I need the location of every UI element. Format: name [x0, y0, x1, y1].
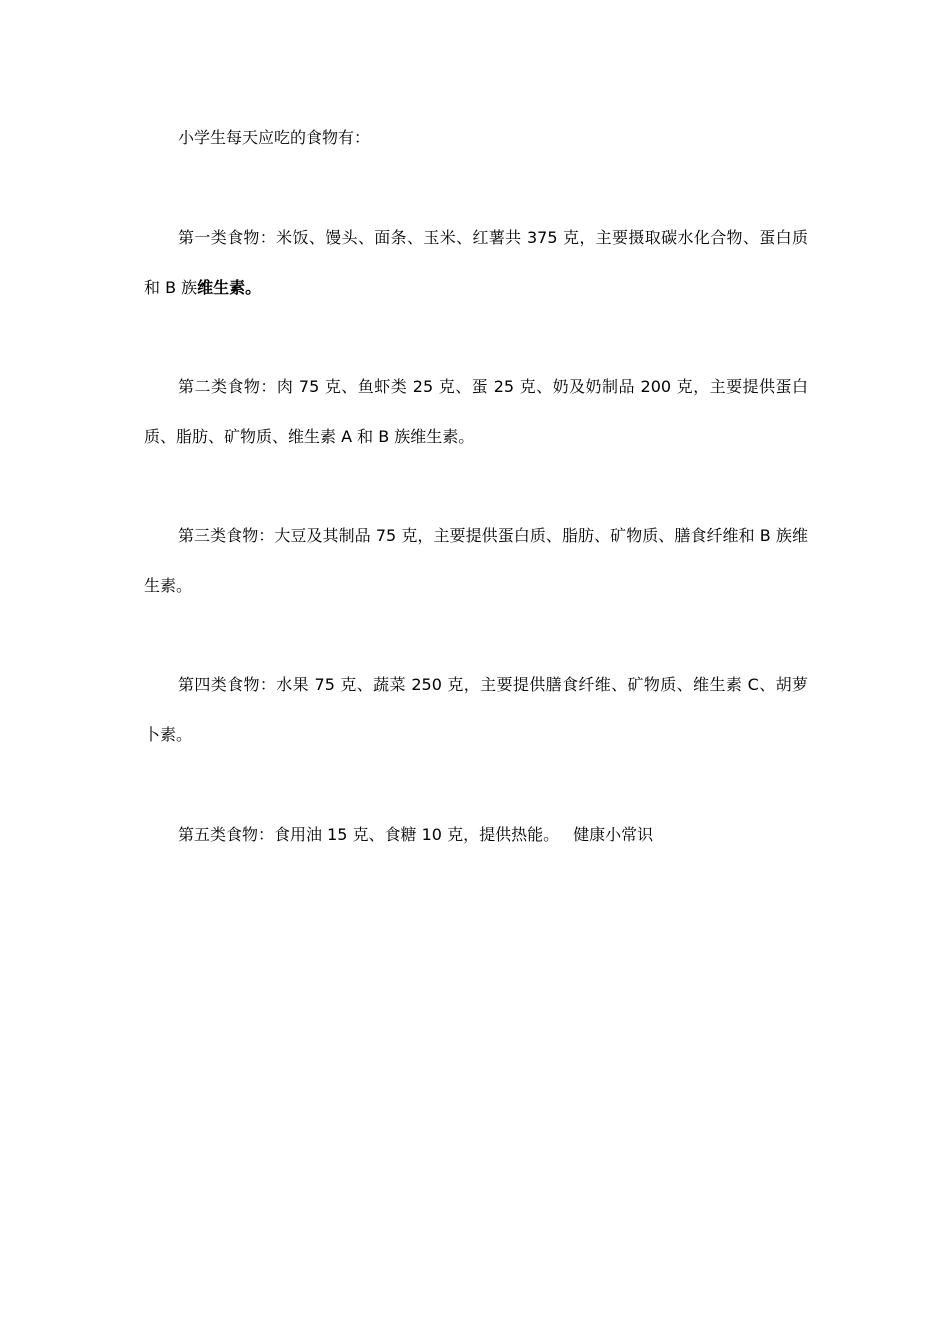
p1-end: 。 [245, 278, 262, 297]
intro-text: 小学生每天应吃的食物有： [178, 128, 371, 147]
paragraph-first-food-group [144, 213, 808, 313]
paragraph-third-food-group [144, 511, 808, 611]
p5-tail-health-tips: 健康小常识 [573, 825, 654, 844]
paragraph-fourth-food-group [144, 660, 808, 760]
p1-bold-vitamin: 维生素 [197, 278, 246, 297]
paragraph-fifth-food-group [144, 810, 808, 860]
p5-text: 第五类食物：食用油 15 克、食糖 10 克，提供热能。 [178, 825, 560, 844]
paragraph-second-food-group [144, 362, 808, 462]
intro-paragraph [144, 113, 808, 163]
p4-text: 第四类食物：水果 75 克、蔬菜 250 克，主要提供膳食纤维、矿物质、维生素 C、胡萝卜素。 [144, 675, 808, 744]
p3-text: 第三类食物：大豆及其制品 75 克，主要提供蛋白质、脂肪、矿物质、膳食纤维和 B 族维生素。 [144, 526, 808, 595]
p1-text: 第一类食物：米饭、馒头、面条、玉米、红薯共 375 克，主要摄取碳水化合物、蛋白质和 B 族 [144, 228, 808, 297]
p2-text: 第二类食物：肉 75 克、鱼虾类 25 克、蛋 25 克、奶及奶制品 200 克，主要提供蛋白质、脂肪、矿物质、维生素 A 和 B 族维生素。 [144, 377, 808, 446]
